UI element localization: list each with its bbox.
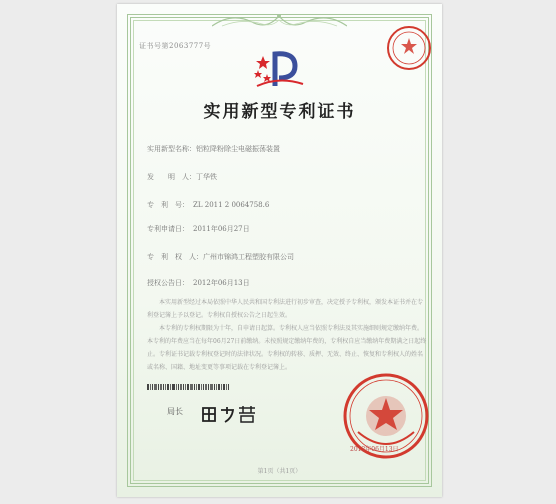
field-utility-model-name	[147, 144, 280, 154]
director-label: 局长	[167, 407, 183, 416]
barcode-bar	[216, 384, 217, 390]
barcode-bar	[218, 384, 220, 390]
field-label: 授权公告日：	[147, 279, 189, 287]
field-application-date	[147, 224, 250, 234]
paragraph-term: 本专利的专利权期限为十年，自申请日起算。专利权人应当依照专利法及其实施细则规定缴纳年费。本专利的年费应当在每年06月27日前缴纳。未按照规定缴纳年费的，专利权自应当缴纳年费期满之日起终止。	[147, 325, 427, 358]
paragraph-status: 专利证书记载专利权登记时的法律状况。专利权的转移、质押、无效、终止、恢复和专利权人的姓名或名称、国籍、地址变更等事项记载在专利登记簿上。	[147, 351, 424, 371]
barcode-bar	[208, 384, 209, 390]
barcode-bar	[205, 384, 207, 390]
barcode-bar	[223, 384, 225, 390]
barcode-bar	[180, 384, 182, 390]
barcode-bar	[196, 384, 197, 390]
barcode-bar	[163, 384, 164, 390]
field-label: 发 明 人：	[147, 173, 196, 181]
barcode-bar	[165, 384, 166, 390]
barcode-bar	[150, 384, 151, 390]
barcode	[147, 384, 247, 390]
barcode-bar	[183, 384, 184, 390]
barcode-bar	[176, 384, 177, 390]
paragraph-grant: 本实用新型经过本局依照中华人民共和国专利法进行初步审查，决定授予专利权，颁发本证书并在专利登记簿上予以登记。专利权自授权公告之日起生效。	[147, 299, 424, 319]
certificate-title: 实用新型专利证书	[203, 102, 356, 122]
barcode-bar	[147, 384, 149, 390]
top-ornament	[212, 10, 347, 28]
field-label: 专 利 号：	[147, 201, 189, 209]
barcode-bar	[172, 384, 175, 390]
field-patentee	[147, 252, 294, 262]
field-value: 丁华铁	[196, 173, 217, 181]
barcode-bar	[203, 384, 204, 390]
field-inventor	[147, 172, 217, 182]
barcode-bar	[160, 384, 162, 390]
seal-date: 2012年06月13日	[350, 446, 399, 453]
field-patent-number	[147, 200, 269, 210]
barcode-bar	[226, 384, 227, 390]
barcode-bar	[154, 384, 157, 390]
page-number: 第1页（共1页）	[257, 468, 302, 475]
barcode-bar	[210, 384, 213, 390]
barcode-bar	[228, 384, 229, 390]
barcode-bar	[190, 384, 193, 390]
field-value: 广州市锦鸿工程塑胶有限公司	[203, 253, 294, 261]
barcode-bar	[194, 384, 195, 390]
sipo-logo-icon	[249, 46, 307, 92]
field-label: 专利申请日：	[147, 225, 189, 233]
barcode-bar	[201, 384, 202, 390]
barcode-bar	[198, 384, 200, 390]
barcode-bar	[221, 384, 222, 390]
field-value: 2012年06月13日	[193, 279, 250, 287]
barcode-bar	[187, 384, 189, 390]
field-value: ZL 2011 2 0064758.6	[193, 201, 270, 209]
field-value: 2011年06月27日	[193, 225, 250, 233]
barcode-bar	[167, 384, 169, 390]
barcode-bar	[185, 384, 186, 390]
field-label: 实用新型名称：	[147, 145, 196, 153]
certificate-number: 证书号第2063777号	[139, 42, 212, 50]
field-grant-date	[147, 278, 250, 288]
barcode-bar	[158, 384, 159, 390]
barcode-bar	[152, 384, 153, 390]
field-label: 专 利 权 人：	[147, 253, 203, 261]
field-value: 铝粒降粉除尘电磁振荡装置	[196, 145, 280, 153]
barcode-bar	[170, 384, 171, 390]
patent-certificate	[117, 4, 442, 497]
director-signature	[199, 404, 259, 424]
top-seal-icon	[385, 24, 433, 72]
barcode-bar	[178, 384, 179, 390]
barcode-bar	[214, 384, 215, 390]
